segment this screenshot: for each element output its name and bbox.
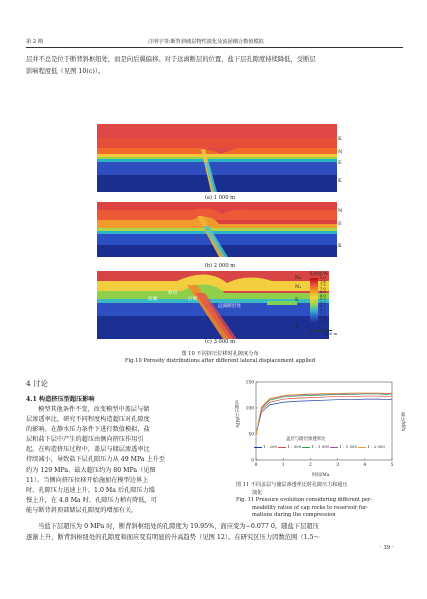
annotation-front-limb: 前翼 bbox=[148, 297, 158, 302]
x-tick-label: 1 bbox=[281, 463, 285, 468]
colorbar-ticks: 2.0 7.8 7.5 7.0 6.5 6.0 5.5 5.0 4.5 4.0 3.5 3.0 2.5 bbox=[320, 276, 326, 322]
label-b-n: N bbox=[338, 208, 343, 214]
figure10-caption-cn: 图 10 不同挤压位移时孔隙度分布 bbox=[181, 351, 259, 357]
x-tick-label: 0 bbox=[254, 463, 258, 468]
left-line: 慢上升，在 4.8 Ma 时，孔隙压力稍有降低，可 bbox=[26, 496, 157, 504]
label-c-e: E bbox=[295, 297, 299, 303]
scale-tick-500: 500 m bbox=[325, 331, 338, 336]
legend-entry: 1 : 500 bbox=[287, 444, 302, 449]
figure11-caption-cn2: 演化 bbox=[252, 489, 263, 496]
left-line: 起。在构造挤压过程中，盖层与储层渗透率比 bbox=[26, 446, 150, 454]
label-a-e: E bbox=[338, 160, 342, 166]
series-line bbox=[256, 393, 392, 434]
left-line: 时，孔隙压力迅速上升，1.0 Ma 后孔隙压力缓 bbox=[26, 486, 155, 494]
top-paragraph-line2: 影响程度低（见图 10(c)）。 bbox=[26, 68, 105, 75]
caption-panel-a: (a) 1 000 m bbox=[204, 195, 236, 201]
figure10-caption-en: Fig.10 Porosity distributions after different lateral displacement applied bbox=[124, 358, 316, 364]
left-column-text bbox=[26, 405, 224, 516]
section-4-title: 4 讨论 bbox=[26, 379, 48, 388]
porosity-map-b bbox=[97, 202, 337, 257]
label-a-n: N bbox=[338, 149, 343, 155]
label-c-k: K bbox=[295, 323, 299, 329]
left-line: 约为 129 MPa，最大超压约为 80 MPa（见图 bbox=[26, 466, 156, 474]
y-tick-label: 0 bbox=[251, 458, 254, 464]
label-a-k: K bbox=[338, 178, 342, 184]
colorbar bbox=[310, 278, 318, 323]
bottom-paragraph-line1: 当盐下层超压为 0 MPa 时，断背斜枢纽处的孔隙度为 19.95%，面应变为−0.077 0。随盐下层超压 bbox=[38, 523, 319, 530]
legend-entry: 1 : 1 500 bbox=[339, 444, 357, 449]
pressure-chart-svg bbox=[234, 376, 408, 472]
figure11-caption-en2: meability ratios of cap rocks to reservoir for- bbox=[252, 504, 369, 511]
page-number: · 39 · bbox=[380, 545, 394, 551]
caption-panel-b: (b) 2 000 m bbox=[204, 263, 236, 269]
legend bbox=[254, 444, 392, 449]
figure11-chart bbox=[234, 376, 408, 472]
series-line bbox=[256, 396, 392, 434]
y-axis-left-label: 孔隙压力/MPa bbox=[235, 400, 240, 428]
x-tick-label: 3 bbox=[336, 463, 339, 468]
x-tick-label: 5 bbox=[390, 463, 394, 468]
legend-entry: 1 : 2 000 bbox=[367, 444, 385, 449]
page-number-header: 第 2 期 bbox=[26, 39, 43, 45]
left-line: 能与断背斜顶部储层孔隙度的增加有关。 bbox=[26, 506, 138, 514]
left-line: 模型其他条件不变，改变模型中盖层与储 bbox=[38, 406, 150, 413]
label-c-n2: N₂ bbox=[295, 275, 302, 281]
figure11-caption-en1: Fig. 11 Pressure evolution considering different per- bbox=[236, 497, 373, 504]
figure11-caption bbox=[236, 482, 404, 520]
legend-title: 盖层与储层渗透率比 bbox=[286, 437, 326, 442]
left-line: 层和盐下层中产生的超压由侧向挤压作用引 bbox=[26, 436, 144, 444]
label-b-k: K bbox=[338, 243, 342, 249]
figure10-panel-b bbox=[97, 202, 337, 257]
legend-entry: 1 : 200 bbox=[263, 444, 277, 449]
y-tick-label: 100 bbox=[245, 406, 254, 412]
annotation-far-fault: 远离断层处 bbox=[218, 304, 241, 309]
x-axis-label: 时间/Ma bbox=[312, 473, 330, 478]
figure10-panel-a bbox=[97, 124, 337, 192]
label-b-e: E bbox=[338, 221, 342, 227]
legend-entry: 1 : 1 000 bbox=[311, 444, 330, 449]
porosity-map-a bbox=[97, 124, 337, 192]
y-tick-label: 150 bbox=[245, 380, 254, 386]
left-line: 持续减小，导致盐下层孔隙压力从 49 MPa 上升至 bbox=[26, 456, 166, 464]
y-tick-label: 50 bbox=[248, 432, 254, 438]
figure11-caption-en3: mations during the compression bbox=[252, 512, 336, 519]
caption-panel-c: (c) 3 000 m bbox=[204, 339, 236, 345]
left-line: 的影响。在静水压力条件下进行数值模拟，盐 bbox=[26, 426, 150, 434]
section-41-title: 4.1 构造挤压型超压影响 bbox=[26, 396, 95, 403]
figure11-caption-cn1: 图 11 不同盖层与储层渗透率比时孔隙压力和超压 bbox=[236, 482, 348, 488]
annotation-back-limb: 后翼 bbox=[188, 297, 198, 302]
label-a-k-top: K bbox=[338, 136, 342, 142]
running-title: 汪明宇等:断背斜储层物性演化及流固耦合数值模拟 bbox=[148, 39, 264, 45]
scale-tick-0: 0 bbox=[310, 331, 313, 336]
left-line: 层渗透率比，研究不同程度构造超压对孔隙度 bbox=[26, 416, 150, 424]
x-tick-label: 2 bbox=[309, 463, 312, 468]
header-rule bbox=[26, 47, 403, 48]
left-line: 11）。当侧向挤压位移开始施加在模型边界上 bbox=[26, 476, 149, 484]
annotation-hinge: 枢纽 bbox=[168, 291, 178, 296]
label-c-n1: N₁ bbox=[295, 284, 302, 290]
x-tick-label: 4 bbox=[363, 463, 367, 468]
y-axis-right-label: 超压/MPa bbox=[401, 412, 406, 432]
top-paragraph-line1: 层并不总是位于断背斜枢纽处，而是向后翼偏移。对于远离断层的位置，盐下层孔隙度持续降低，受断层 bbox=[26, 56, 316, 63]
series-line bbox=[256, 399, 392, 434]
colorbar-title: 孔隙度/% bbox=[309, 272, 328, 277]
bottom-paragraph-line2: 逐渐上升，断背斜枢纽处的孔隙度和面应变有明显的升高趋势（见图 12）。在研究区压力因数范围（1.5～ bbox=[26, 534, 320, 541]
